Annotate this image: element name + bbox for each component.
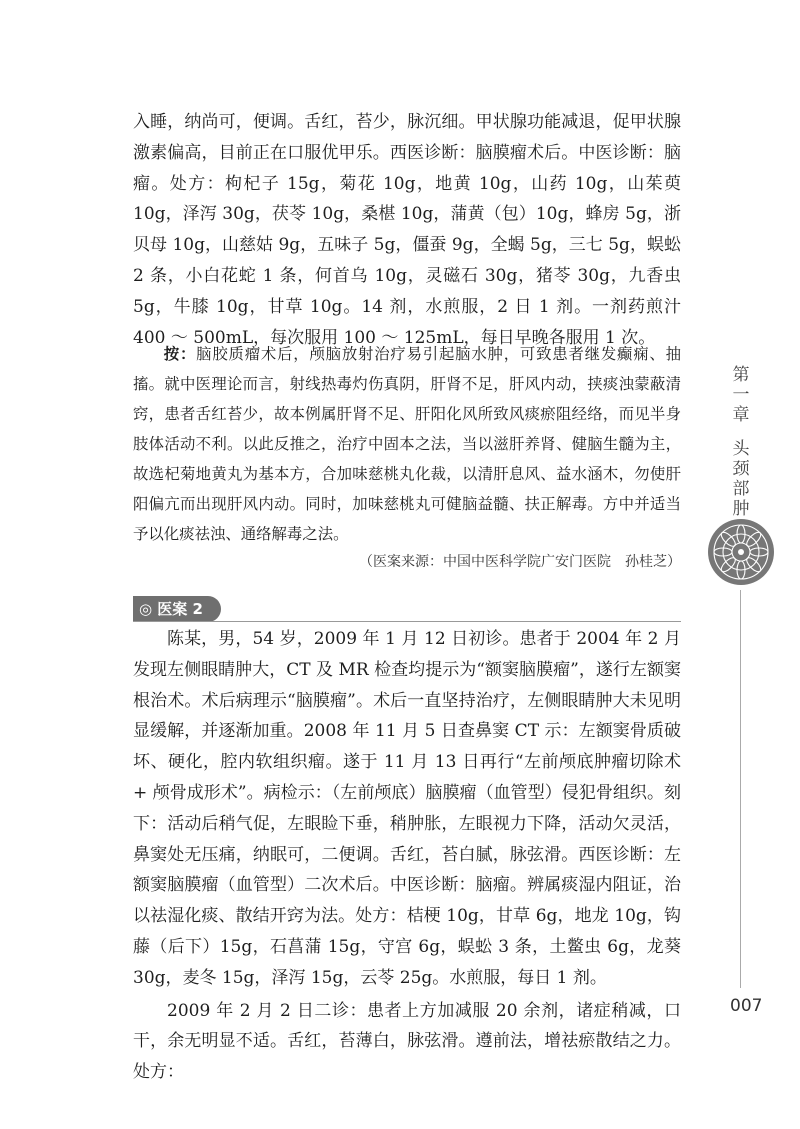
case-2-paragraph-2: 2009 年 2 月 2 日二诊：患者上方加减服 20 余剂，诸症稍减，口干，余无明显不适。舌红，苔薄白，脉弦滑。遵前法，增祛瘀散结之力。处方：	[133, 1000, 681, 1083]
case-2-heading: ◎ 医案 2	[133, 596, 221, 622]
case-2-paragraph-1: 陈某，男，54 岁，2009 年 1 月 12 日初诊。患者于 2004 年 2 月发现左侧眼睛肿大，CT 及 MR 检查均提示为“额窦脑膜瘤”，遂行左额窦根治术。术后病理示“脑膜瘤”。术后一直坚持治疗，左侧眼睛肿大未见明显缓解，并逐渐加重。2008 年 11 月 5 日查鼻窦 CT 示：左额窦骨质破坏、硬化，腔内软组织瘤。遂于 11 月 13 日再行“左前颅底肿瘤切除术 + 颅骨成形术”。病检示：（左前颅底）脑膜瘤（血管型）侵犯骨组织。刻下：活动后稍气促，左眼睑下垂，稍肿胀，左眼视力下降，活动欠灵活，鼻窦处无压痛，纳眠可，二便调。舌红，苔白腻，脉弦滑。西医诊断：左额窦脑膜瘤（血管型）二次术后。中医诊断：脑瘤。辨属痰湿内阻证，治以祛湿化痰、散结开窍为法。处方：桔梗 10g，甘草 6g，地龙 10g，钩藤（后下）15g，石菖蒲 15g，守宫 6g，蜈蚣 3 条，土鳖虫 6g，龙葵 30g，麦冬 15g，泽泻 15g，云苓 25g。水煎服，每日 1 剂。	[133, 629, 681, 988]
title-char: 部	[732, 479, 750, 499]
commentary-text: 脑胶质瘤术后，颅脑放射治疗易引起脑水肿，可致患者继发癫痫、抽搐。就中医理论而言，射线热毒灼伤真阴，肝肾不足，肝风内动，挟痰浊蒙蔽清窍，患者舌红苔少，故本例属肝肾不足、肝阳化风所致风痰瘀阻经络，而见半身肢体活动不利。以此反推之，治疗中固本之法，当以滋肝养肾、健脑生髓为主，故选杞菊地黄丸为基本方，合加味慈桃丸化裁，以清肝息风、益水涵木，勿使肝阳偏亢而出现肝风内动。同时，加味慈桃丸可健脑益髓、扶正解毒。方中并适当予以化痰祛浊、通络解毒之法。	[133, 345, 681, 543]
title-char: 颈	[732, 459, 750, 479]
title-char: 头	[732, 439, 750, 459]
sidebar-rule	[740, 590, 741, 988]
chapter-sidebar	[730, 365, 752, 539]
body-paragraph-continued: 入睡，纳尚可，便调。舌红，苔少，脉沉细。甲状腺功能减退，促甲状腺激素偏高，目前正在口服优甲乐。西医诊断：脑膜瘤术后。中医诊断：脑瘤。处方：枸杞子 15g，菊花 10g，地黄 10g，山药 10g，山茱萸 10g，泽泻 30g，茯苓 10g，桑椹 10g，蒲黄（包）10g，蜂房 5g，浙贝母 10g，山慈姑 9g，五味子 5g，僵蚕 9g，全蝎 5g，三七 5g，蜈蚣 2 条，小白花蛇 1 条，何首乌 10g，灵磁石 30g，猪苓 30g，九香虫 5g，牛膝 10g，甘草 10g。14 剂，水煎服，2 日 1 剂。一剂药煎汁 400 ～ 500mL，每次服用 100 ～ 125mL，每日早晚各服用 1 次。	[133, 112, 681, 348]
case-2-body	[133, 624, 681, 1088]
top-paragraph-block	[133, 107, 681, 353]
commentary-paragraph	[133, 339, 681, 549]
case-source: （医案来源：中国中医科学院广安门医院 孙桂芝）	[359, 554, 681, 570]
title-char: 肿	[732, 499, 750, 519]
sidebar-gap	[730, 425, 752, 439]
lotus-mandala-icon	[706, 517, 776, 587]
case-heading-rule	[133, 621, 681, 622]
chapter-char: 第	[732, 365, 750, 385]
commentary-block	[133, 339, 681, 571]
chapter-char: 章	[732, 405, 750, 425]
chapter-char: 一	[732, 385, 750, 405]
commentary-label: 按：	[163, 345, 197, 363]
page-number: 007	[730, 996, 763, 1016]
